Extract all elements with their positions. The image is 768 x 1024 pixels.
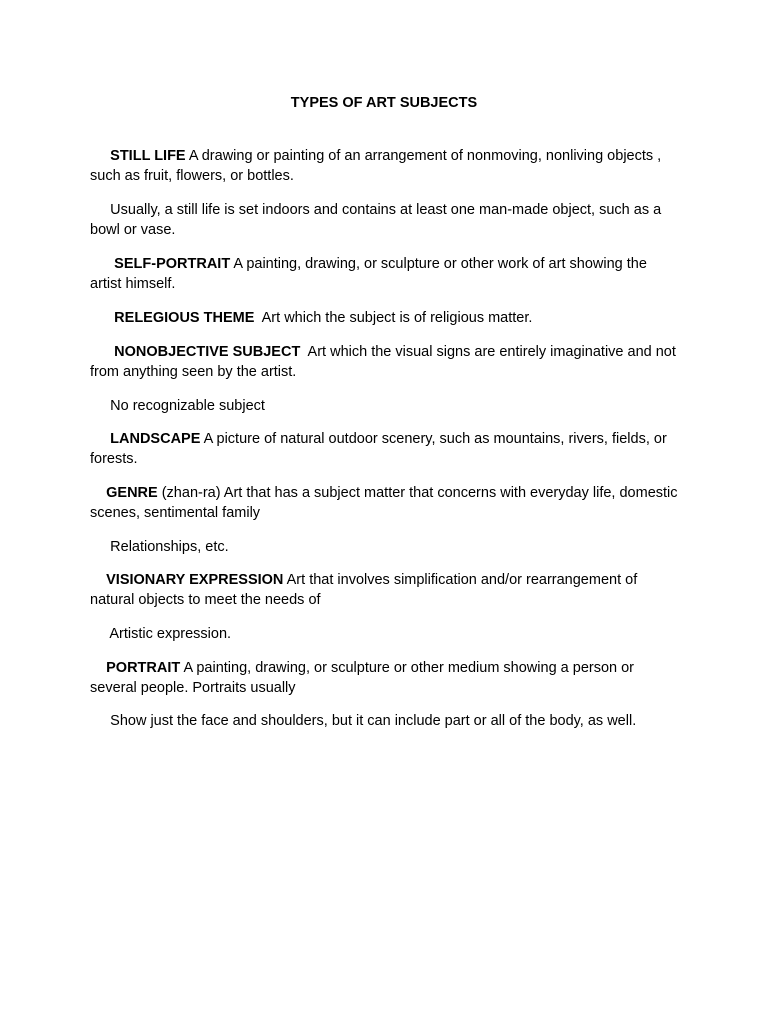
term-definition: Art which the subject is of religious matter.: [254, 309, 533, 326]
term-definition: A painting, drawing, or sculpture or other medium showing a person or several people. Portraits usually: [90, 659, 639, 696]
term-label: LANDSCAPE: [106, 430, 201, 447]
term-definition: A picture of natural outdoor scenery, such as mountains, rivers, fields, or forests.: [90, 430, 671, 467]
paragraph-portrait-note: [90, 690, 680, 752]
term-definition: A painting, drawing, or sculpture or other work of art showing the artist himself.: [90, 255, 651, 292]
term-definition: Art which the visual signs are entirely imaginative and not from anything seen by the artist.: [90, 343, 680, 380]
term-label: STILL LIFE: [106, 147, 186, 164]
term-label: SELF-PORTRAIT: [106, 255, 231, 272]
term-label: GENRE: [106, 484, 158, 501]
paragraph-text: Artistic expression.: [106, 625, 232, 642]
paragraph-text: Relationships, etc.: [106, 538, 229, 555]
paragraph-text: Show just the face and shoulders, but it can include part or all of the body, as well.: [106, 712, 637, 729]
paragraph-text: No recognizable subject: [106, 397, 265, 414]
term-label: RELEGIOUS THEME: [106, 309, 255, 326]
term-definition: (zhan-ra) Art that has a subject matter that concerns with everyday life, domestic scenes, sentimental family: [90, 484, 682, 521]
term-label: NONOBJECTIVE SUBJECT: [106, 343, 301, 360]
page-title: TYPES OF ART SUBJECTS: [290, 95, 478, 111]
term-label: VISIONARY EXPRESSION: [106, 571, 284, 588]
term-definition: A drawing or painting of an arrangement of nonmoving, nonliving objects , such as fruit, flowers, or bottles.: [90, 147, 666, 184]
term-definition: Art that involves simplification and/or rearrangement of natural objects to meet the needs of: [90, 571, 642, 608]
paragraph-text: Usually, a still life is set indoors and contains at least one man-made object, such as a bowl or vase.: [90, 201, 666, 238]
term-label: PORTRAIT: [106, 659, 181, 676]
